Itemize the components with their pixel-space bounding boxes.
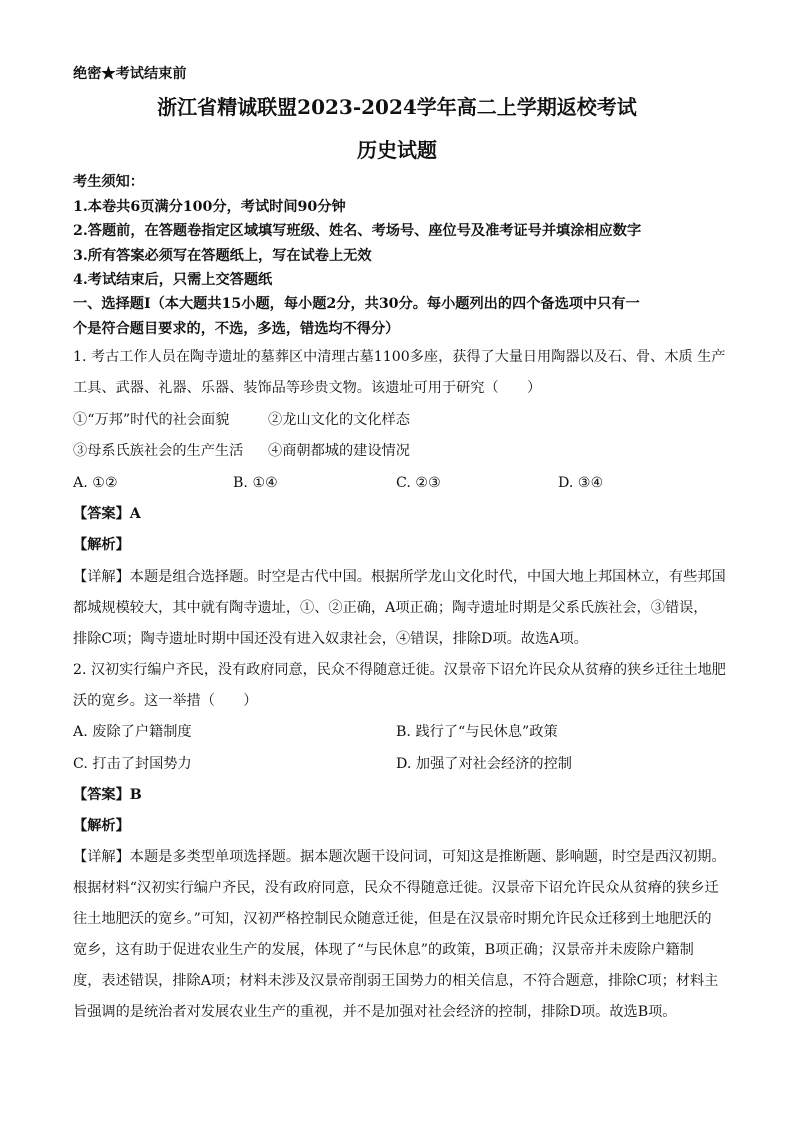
q1-option-a: A. ①② <box>73 475 118 491</box>
notice-item: 1.本卷共6页满分100分，考试时间90分钟 <box>73 199 346 215</box>
notice-item: 3.所有答案必须写在答题纸上，写在试卷上无效 <box>73 248 372 264</box>
q1-option-c: C. ②③ <box>396 475 441 491</box>
q2-detail: 旨强调的是统治者对发展农业生产的重视，并不是加强对社会经济的控制，排除D项。故选B项。 <box>73 1004 677 1020</box>
q2-option-d: D. 加强了对社会经济的控制 <box>396 756 572 772</box>
q1-item: ④商朝都城的建设情况 <box>268 443 410 459</box>
q2-detail: 往土地肥沃的宽乡。”可知，汉初严格控制民众随意迁徙，但是在汉景帝时期允许民众迁移到土地肥沃的 <box>73 911 712 927</box>
q2-detail: 宽乡，这有助于促进农业生产的发展，体现了“与民休息”的政策，B项正确；汉景帝并未废除户籍制 <box>73 942 694 958</box>
notice-heading: 考生须知： <box>73 174 144 190</box>
q2-answer: 【答案】B <box>73 787 142 803</box>
exam-title: 浙江省精诚联盟2023-2024学年高二上学期返校考试 <box>157 95 637 119</box>
q2-detail: 度，表述错误，排除A项；材料未涉及汉景帝削弱王国势力的相关信息，不符合题意，排除C项；材料主 <box>73 973 719 989</box>
q1-item: ②龙山文化的文化样态 <box>268 412 410 428</box>
q1-option-d: D. ③④ <box>558 475 604 491</box>
q2-detail: 【详解】本题是多类型单项选择题。据本题次题干设问词，可知这是推断题、影响题，时空是西汉初期。 <box>73 849 726 865</box>
q1-option-b: B. ①④ <box>233 475 278 491</box>
q1-stem: 1. 考古工作人员在陶寺遗址的墓葬区中清理古墓1100多座，获得了大量日用陶器以及石、骨、木质 生产 <box>73 349 726 365</box>
q1-detail: 都城规模较大，其中就有陶寺遗址，①、②正确，A项正确；陶寺遗址时期是父系氏族社会，③错误， <box>73 600 708 616</box>
q1-stem-cont: 工具、武器、礼器、乐器、装饰品等珍贵文物。该遗址可用于研究（ ） <box>73 380 542 396</box>
q1-analysis-label: 【解析】 <box>73 537 130 553</box>
notice-item: 4.考试结束后，只需上交答题纸 <box>73 272 273 288</box>
q2-stem-cont: 沃的宽乡。这一举措（ ） <box>73 693 258 709</box>
notice-item: 2.答题前，在答题卷指定区域填写班级、姓名、考场号、座位号及准考证号并填涂相应数字 <box>73 223 642 239</box>
q2-option-a: A. 废除了户籍制度 <box>73 724 192 740</box>
q1-answer: 【答案】A <box>73 506 141 522</box>
q2-analysis-label: 【解析】 <box>73 818 130 834</box>
q2-stem: 2. 汉初实行编户齐民，没有政府同意，民众不得随意迁徙。汉景帝下诏允许民众从贫瘠的狭乡迁往土地肥 <box>73 662 726 678</box>
exam-subtitle: 历史试题 <box>357 138 437 162</box>
section-heading-cont: 个是符合题目要求的，不选，多选，错选均不得分） <box>73 321 400 337</box>
secret-label: 绝密★考试结束前 <box>73 66 187 82</box>
q1-item: ①“万邦”时代的社会面貌 <box>73 412 230 428</box>
section-heading: 一、选择题Ⅰ（本大题共15小题，每小题2分，共30分。每小题列出的四个备选项中只有一 <box>73 296 640 312</box>
q1-detail: 【详解】本题是组合选择题。时空是古代中国。根据所学龙山文化时代，中国大地上邦国林立，有些邦国 <box>73 569 726 585</box>
q2-option-b: B. 践行了“与民休息”政策 <box>396 724 558 740</box>
q1-detail: 排除C项；陶寺遗址时期中国还没有进入奴隶社会，④错误，排除D项。故选A项。 <box>73 631 588 647</box>
q2-detail: 根据材料“汉初实行编户齐民，没有政府同意，民众不得随意迁徙。汉景帝下诏允许民众从贫瘠的狭乡迁 <box>73 880 719 896</box>
q2-option-c: C. 打击了封国势力 <box>73 756 192 772</box>
q1-item: ③母系氏族社会的生产生活 <box>73 443 244 459</box>
